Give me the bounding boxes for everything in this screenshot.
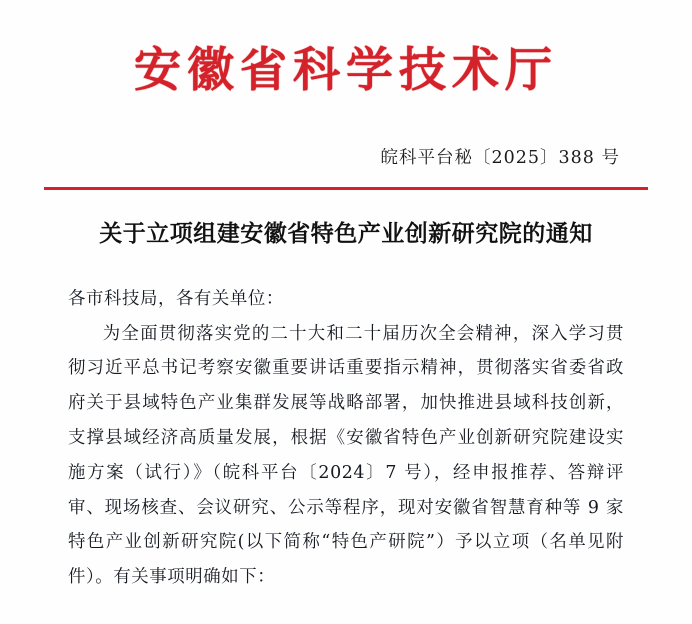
body-paragraph: 为全面贯彻落实党的二十大和二十届历次全会精神，深入学习贯彻习近平总书记考察安徽重要讲话重要指示精神，贯彻落实省委省政府关于县域特色产业集群发展等战略部署，加快推进县域科技创新，支撑县域经济高质量发展，根据《安徽省特色产业创新研究院建设实施方案（试行）》（皖科平台〔2024〕7 号），经申报推荐、答辩评审、现场核查、会议研究、公示等程序，现对安徽省智慧育种等 9 家特色产业创新研究院(以下简称“特色产研院”）予以立项（名单见附件）。有关事项明确如下： (68, 323, 624, 588)
page-title: 关于立项组建安徽省特色产业创新研究院的通知 (99, 219, 593, 247)
salutation: 各市科技局，各有关单位： (68, 288, 284, 309)
document-number: 皖科平台秘〔2025〕388 号 (380, 148, 620, 169)
red-divider-rule (44, 187, 648, 190)
masthead (0, 0, 692, 98)
document-body (68, 282, 624, 595)
issuing-authority-title: 安徽省科学技术厅 (134, 43, 558, 98)
